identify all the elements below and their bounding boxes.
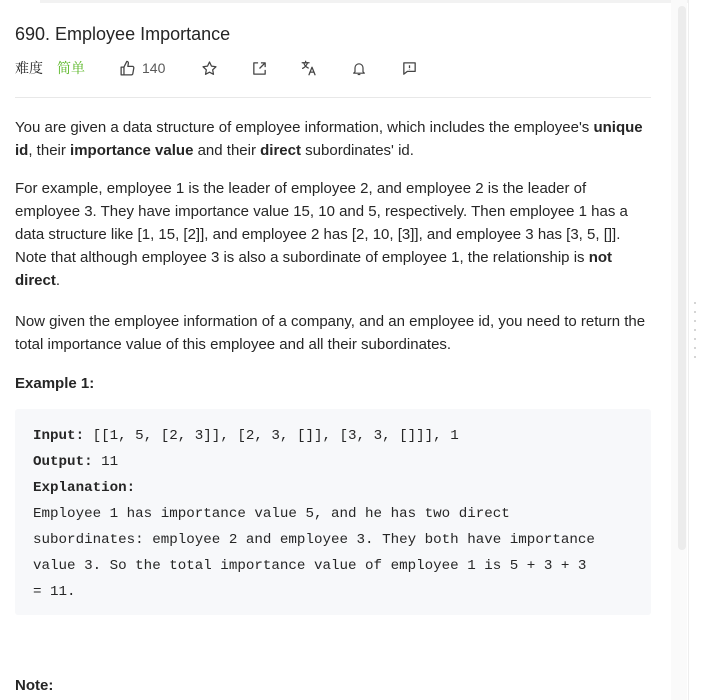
text-span: . (55, 272, 61, 289)
code-explanation-line: = 11. (33, 584, 76, 600)
code-explanation-line: Employee 1 has importance value 5, and he has two direct (33, 506, 510, 522)
bell-icon (351, 60, 367, 77)
problem-title: 690. Employee Importance (15, 24, 231, 44)
code-input-line (33, 423, 633, 449)
share-icon (251, 60, 268, 77)
bold-text: not direct (15, 249, 613, 289)
code-explanation-line: subordinates: employee 2 and employee 3. They both have importance (33, 532, 595, 548)
code-explanation-label (33, 475, 633, 501)
bold-text: direct (260, 142, 301, 159)
description-paragraph (15, 177, 651, 292)
thumbs-up-icon (119, 60, 136, 77)
code-label: Explanation: (33, 480, 136, 496)
note-heading: Note: (15, 677, 54, 694)
bold-text: importance value (70, 142, 194, 159)
code-explanation-line: value 3. So the total importance value of employee 1 is 5 + 3 + 3 (33, 558, 587, 574)
example-code-block (15, 409, 651, 615)
notification-button[interactable] (349, 57, 369, 79)
feedback-button[interactable] (399, 57, 419, 79)
problem-meta-bar (15, 57, 651, 79)
bold-text: unique id (15, 119, 643, 159)
feedback-icon (401, 60, 418, 77)
translate-button[interactable] (299, 57, 319, 79)
like-button[interactable] (119, 57, 165, 79)
like-count: 140 (142, 60, 166, 76)
star-icon (201, 60, 218, 77)
text-span: For example, employee 1 is the leader of employee 2, and employee 2 is the leader of employee 3. They have importance value 15, 10 and 5, respectively. Then employee 1 has a data structure like [1, 15, [2]], and employee 2 has [2, 10, [3]], and employee 3 has [3, 5, []]. Note that although employee 3 is also a subordinate of employee 1, the relationship is (15, 180, 628, 266)
favorite-button[interactable] (199, 57, 219, 79)
code-value: [[1, 5, [2, 3]], [2, 3, []], [3, 3, []]], 1 (84, 428, 459, 444)
text-span: subordinates' id. (301, 142, 414, 159)
code-label: Input: (33, 428, 85, 444)
text-span: , their (28, 142, 71, 159)
code-value: 11 (92, 454, 119, 470)
description-paragraph: Now given the employee information of a company, and an employee id, you need to return the total importance value of this employee and all their subordinates. (15, 313, 646, 353)
text-span: You are given a data structure of employee information, which includes the employee's (15, 119, 594, 136)
code-label: Output: (33, 454, 93, 470)
divider (15, 97, 651, 98)
translate-icon (300, 59, 318, 77)
difficulty-label: 难度 (15, 60, 43, 76)
share-button[interactable] (249, 57, 269, 79)
description-paragraph (15, 116, 651, 162)
example-heading: Example 1: (15, 375, 95, 392)
top-strip (40, 0, 704, 3)
resize-handle-icon[interactable] (694, 302, 697, 358)
scrollbar-thumb[interactable] (678, 6, 686, 550)
text-span: and their (193, 142, 261, 159)
code-output-line (33, 449, 633, 475)
difficulty-badge: 简单 (57, 60, 85, 76)
